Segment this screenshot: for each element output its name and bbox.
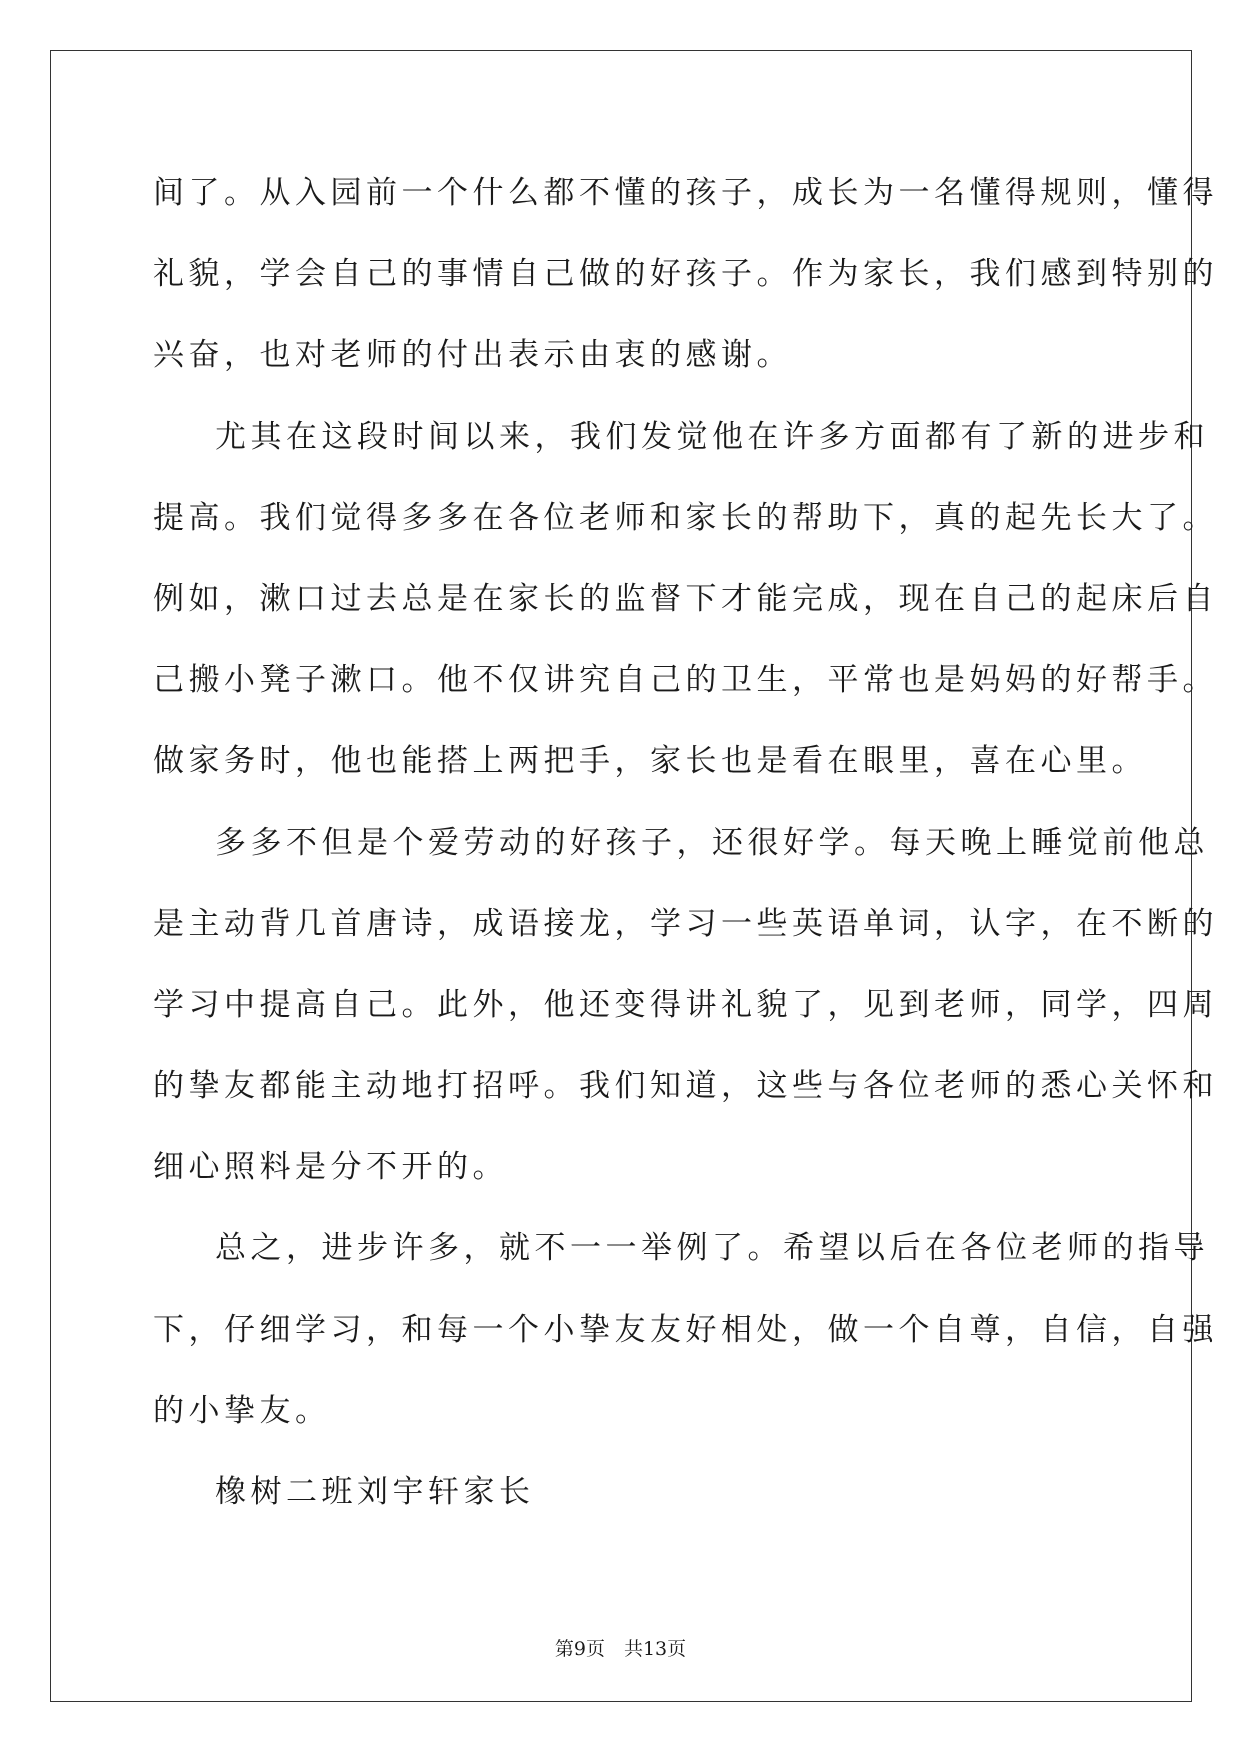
text-line: 的挚友都能主动地打招呼。我们知道，这些与各位老师的悉心关怀和	[153, 1068, 1218, 1105]
paragraph-start-line: 总之，进步许多，就不一一举例了。希望以后在各位老师的指导	[215, 1230, 1209, 1267]
text-line: 细心照料是分不开的。	[153, 1149, 508, 1186]
text-line: 的小挚友。	[153, 1392, 331, 1429]
text-line: 提高。我们觉得多多在各位老师和家长的帮助下，真的起先长大了。	[153, 499, 1218, 536]
text-line: 下，仔细学习，和每一个小挚友友好相处，做一个自尊，自信，自强	[153, 1311, 1218, 1348]
text-line: 礼貌，学会自己的事情自己做的好孩子。作为家长，我们感到特别的	[153, 256, 1218, 293]
text-line: 学习中提高自己。此外，他还变得讲礼貌了，见到老师，同学，四周	[153, 986, 1218, 1023]
text-line: 例如，漱口过去总是在家长的监督下才能完成，现在自己的起床后自	[153, 580, 1218, 617]
text-line: 做家务时，他也能搭上两把手，家长也是看在眼里，喜在心里。	[153, 743, 1147, 780]
page-number: 第9页 共13页	[554, 1638, 687, 1660]
paragraph-start-line: 尤其在这段时间以来，我们发觉他在许多方面都有了新的进步和	[215, 418, 1209, 455]
text-line: 兴奋，也对老师的付出表示由衷的感谢。	[153, 337, 792, 374]
text-line: 间了。从入园前一个什么都不懂的孩子，成长为一名懂得规则，懂得	[153, 175, 1218, 211]
text-line: 己搬小凳子漱口。他不仅讲究自己的卫生，平常也是妈妈的好帮手。	[153, 662, 1218, 699]
text-line: 是主动背几首唐诗，成语接龙，学习一些英语单词，认字，在不断的	[153, 905, 1218, 942]
signature-line: 橡树二班刘宇轩家长	[215, 1474, 535, 1510]
paragraph-start-line: 多多不但是个爱劳动的好孩子，还很好学。每天晚上睡觉前他总	[215, 824, 1209, 861]
document-body	[153, 163, 1218, 1543]
